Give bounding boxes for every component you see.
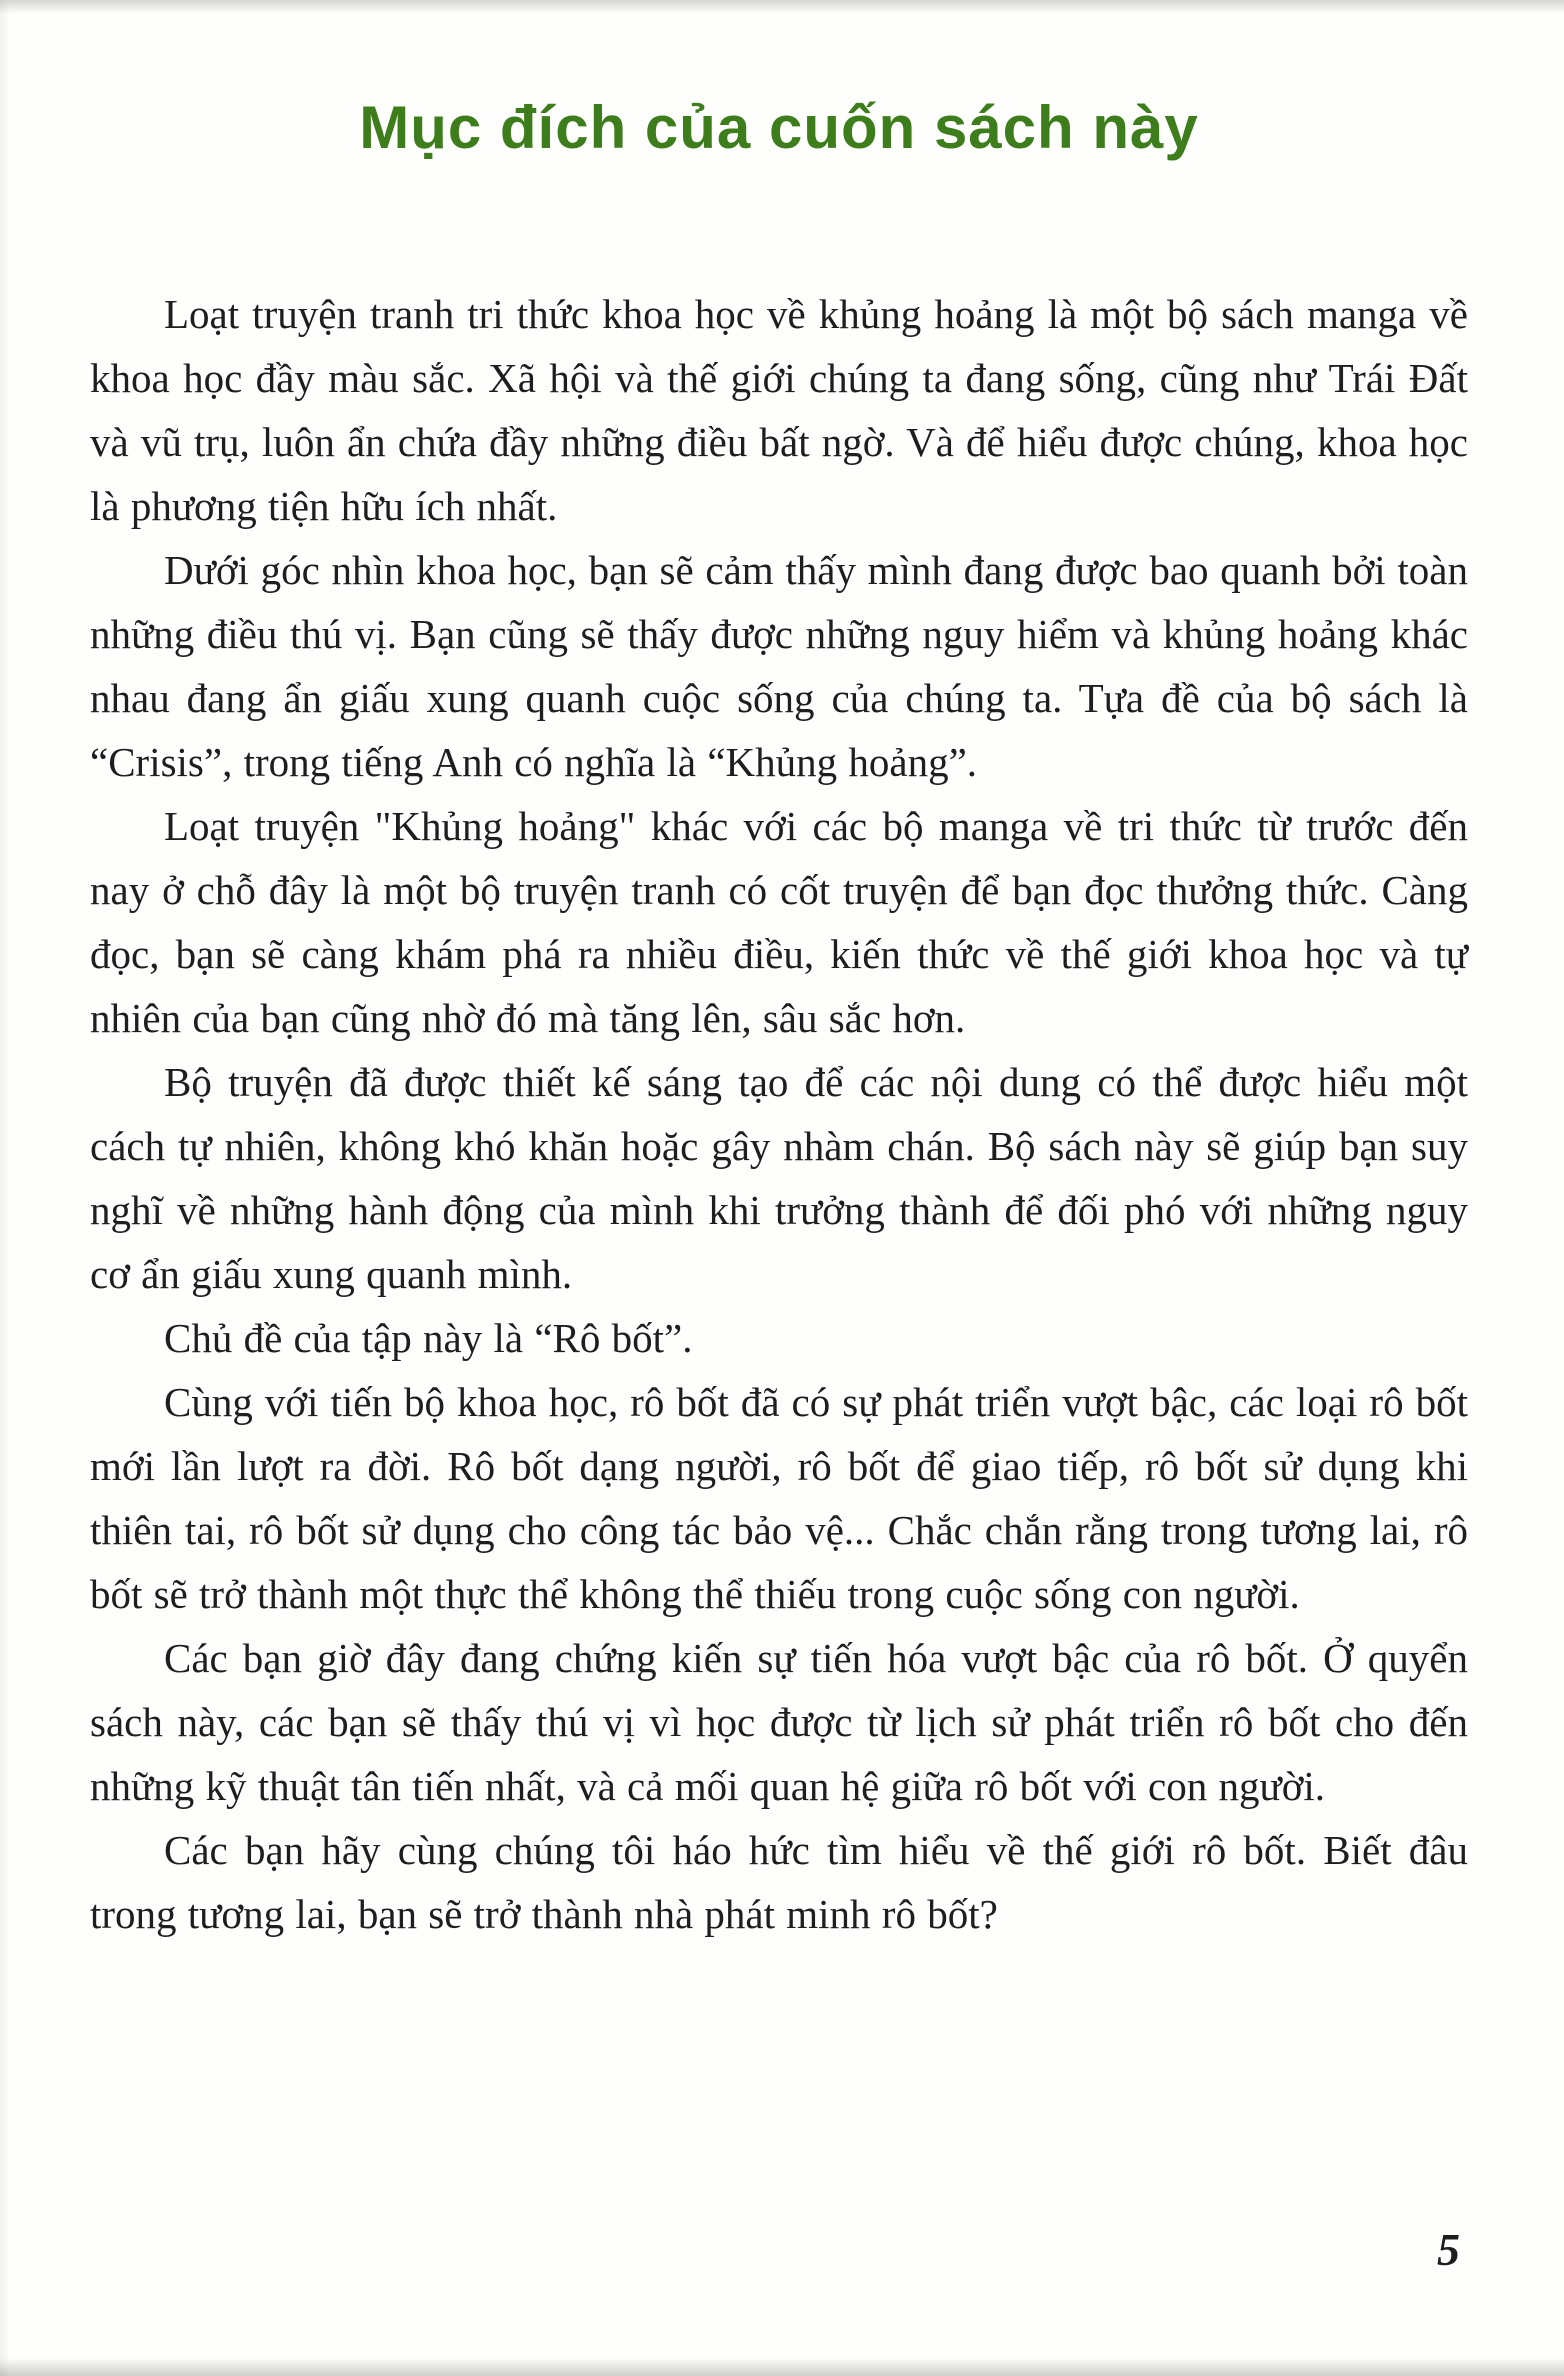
paragraph: Các bạn giờ đây đang chứng kiến sự tiến hóa vượt bậc của rô bốt. Ở quyển sách này, các bạn sẽ thấy thú vị vì học được từ lịch sử phát triển rô bốt cho đến những kỹ thuật tân tiến nhất, và cả mối quan hệ giữa rô bốt với con người. — [90, 1635, 1468, 1809]
body-text — [90, 282, 1468, 1946]
paragraph: Loạt truyện "Khủng hoảng" khác với các bộ manga về tri thức từ trước đến nay ở chỗ đây là một bộ truyện tranh có cốt truyện để bạn đọc thưởng thức. Càng đọc, bạn sẽ càng khám phá ra nhiều điều, kiến thức về thế giới khoa học và tự nhiên của bạn cũng nhờ đó mà tăng lên, sâu sắc hơn. — [90, 803, 1468, 1041]
paragraph: Loạt truyện tranh tri thức khoa học về khủng hoảng là một bộ sách manga về khoa học đầy màu sắc. Xã hội và thế giới chúng ta đang sống, cũng như Trái Đất và vũ trụ, luôn ẩn chứa đầy những điều bất ngờ. Và để hiểu được chúng, khoa học là phương tiện hữu ích nhất. — [90, 291, 1468, 529]
paragraph: Bộ truyện đã được thiết kế sáng tạo để các nội dung có thể được hiểu một cách tự nhiên, không khó khăn hoặc gây nhàm chán. Bộ sách này sẽ giúp bạn suy nghĩ về những hành động của mình khi trưởng thành để đối phó với những nguy cơ ẩn giấu xung quanh mình. — [90, 1059, 1468, 1297]
paragraph: Chủ đề của tập này là “Rô bốt”. — [164, 1315, 693, 1361]
paragraph: Các bạn hãy cùng chúng tôi háo hức tìm hiểu về thế giới rô bốt. Biết đâu trong tương lai, bạn sẽ trở thành nhà phát minh rô bốt? — [90, 1827, 1468, 1937]
page-title: Mục đích của cuốn sách này — [359, 94, 1199, 161]
paragraph: Dưới góc nhìn khoa học, bạn sẽ cảm thấy mình đang được bao quanh bởi toàn những điều thú vị. Bạn cũng sẽ thấy được những nguy hiểm và khủng hoảng khác nhau đang ẩn giấu xung quanh cuộc sống của chúng ta. Tựa đề của bộ sách là “Crisis”, trong tiếng Anh có nghĩa là “Khủng hoảng”. — [90, 547, 1468, 785]
page-number: 5 — [1437, 2224, 1460, 2275]
paragraph: Cùng với tiến bộ khoa học, rô bốt đã có sự phát triển vượt bậc, các loại rô bốt mới lần lượt ra đời. Rô bốt dạng người, rô bốt để giao tiếp, rô bốt sử dụng khi thiên tai, rô bốt sử dụng cho công tác bảo vệ... Chắc chắn rằng trong tương lai, rô bốt sẽ trở thành một thực thể không thể thiếu trong cuộc sống con người. — [90, 1379, 1468, 1617]
